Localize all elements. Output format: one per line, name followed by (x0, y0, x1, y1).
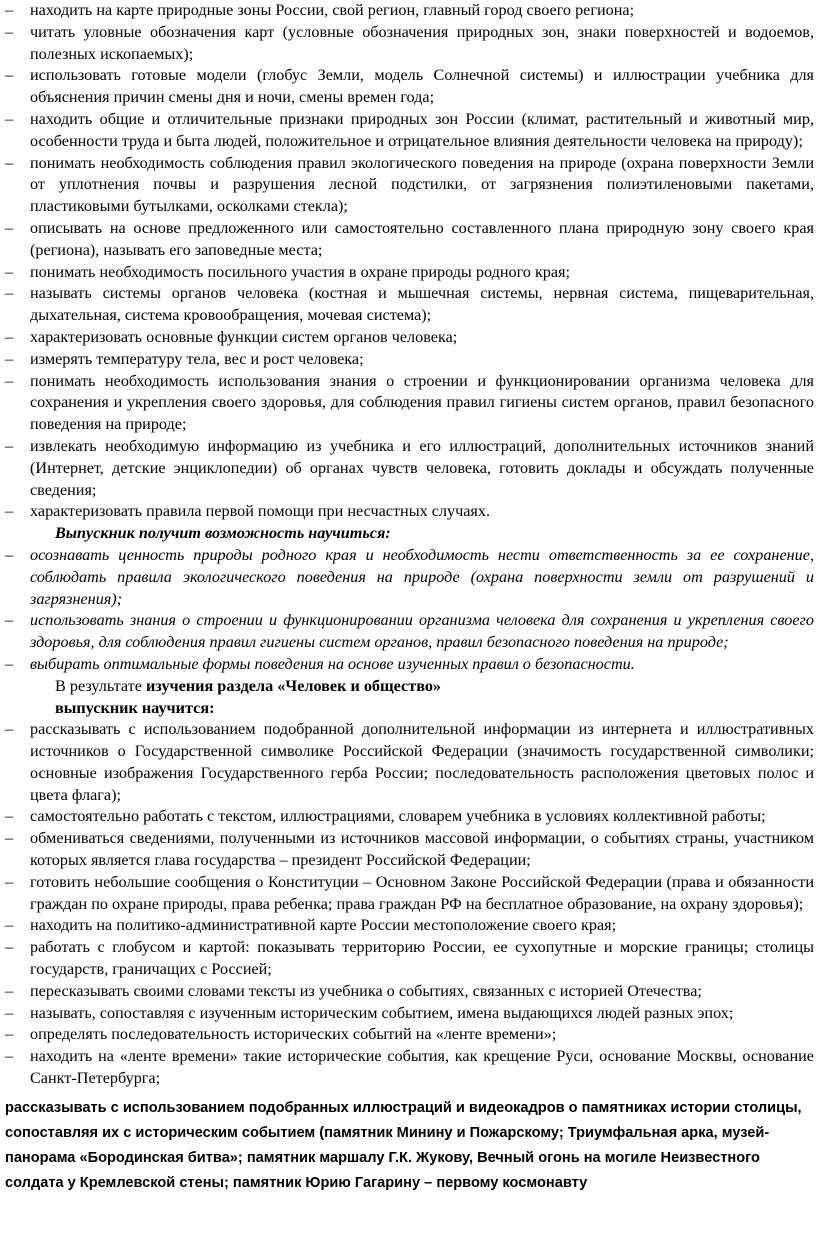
list-dash: – (5, 22, 14, 41)
section-title: изучения раздела «Человек и общество» (145, 676, 442, 695)
list-item: – читать уловные обозначения карт (условные обозначения природных зон, знаки поверхностей и водоемов, полезных ископаемых); (5, 22, 814, 63)
list-item: – обмениваться сведениями, полученными из источников массовой информации, о событиях страны, участником которых является глава государства – президент Российской Федерации; (5, 829, 814, 870)
skills-list-nature (0, 0, 816, 523)
list-dash: – (5, 1025, 14, 1044)
list-item: – извлекать необходимую информацию из учебника и его иллюстраций, дополнительных источников знаний (Интернет, детские энциклопедии) об органах чувств человека, готовить доклады и обсуждать полученные сведения; (5, 436, 814, 499)
list-item: – характеризовать правила первой помощи при несчастных случаях. (0, 501, 816, 523)
list-dash: – (5, 916, 14, 935)
list-item: – определять последовательность исторических событий на «ленте времени»; (0, 1024, 816, 1046)
list-item: – находить на карте природные зоны России, свой регион, главный город своего региона; (0, 0, 816, 22)
section-result-line (0, 676, 816, 698)
list-dash: – (5, 1003, 14, 1022)
list-dash: – (5, 807, 14, 826)
list-item: – работать с глобусом и картой: показывать территорию России, ее сухопутные и морские границы; столицы государств, граничащих с Россией; (5, 938, 814, 979)
closing-paragraph: рассказывать с использованием подобранных иллюстраций и видеокадров о памятниках истории столицы, сопоставляя их с историческим событием (памятник Минину и Пожарскому; Триумфальная арка, музей-панорама «Бородинская битва»; памятник маршалу Г.К. Жукову, Вечный огонь на могиле Неизвестного солдата у Кремлевской стены; памятник Юрию Гагарину – первому космонавту (5, 1099, 802, 1191)
will-learn-heading: выпускник научится: (55, 698, 215, 717)
list-dash: – (5, 872, 14, 891)
list-item: – находить на политико-административной карте России местоположение своего края; (0, 915, 816, 937)
list-item: – описывать на основе предложенного или самостоятельно составленного плана природную зону своего края (региона), называть его заповедные места; (5, 218, 814, 259)
opportunity-list (0, 545, 816, 676)
opportunity-heading: Выпускник получит возможность научиться: (55, 524, 391, 543)
list-item: – характеризовать основные функции систем органов человека; (0, 327, 816, 349)
list-dash: – (5, 109, 14, 128)
list-dash: – (5, 829, 14, 848)
list-item: – называть, сопоставляя с изученным историческим событием, имена выдающихся людей разных эпох; (0, 1003, 816, 1025)
list-dash: – (5, 981, 14, 1000)
list-dash: – (5, 284, 14, 303)
list-item: – рассказывать с использованием подобранной дополнительной информации из интернета и иллюстративных источников о Государственной символике Российской Федерации (значимость государственной символики; основные изображения Государственного герба России; последовательность расположения цветовых полос и цвета флага); (5, 720, 814, 804)
list-dash: – (5, 720, 14, 739)
list-item: – находить общие и отличительные признаки природных зон России (климат, растительный и животный мир, особенности труда и быта людей, положительное и отрицательное влияния деятельности человека на природу); (5, 109, 814, 150)
list-item: – называть системы органов человека (костная и мышечная системы, нервная система, пищеварительная, дыхательная, система кровообращения, мочевая система); (5, 284, 814, 325)
list-item: – измерять температуру тела, вес и рост человека; (0, 349, 816, 371)
list-dash: – (5, 262, 14, 281)
list-item: – понимать необходимость использования знания о строении и функционировании организма человека для сохранения и укрепления своего здоровья, для соблюдения правил гигиены систем органов, правил безопасного поведения на природе; (5, 371, 814, 434)
list-item: – готовить небольшие сообщения о Конституции – Основном Законе Российской Федерации (права и обязанности граждан по охране природы, права ребенка; права граждан РФ на бесплатное образование, на охрану здоровья); (5, 872, 814, 913)
section-result-prefix: В результате (55, 676, 146, 695)
list-dash: – (5, 66, 14, 85)
list-item: – понимать необходимость соблюдения правил экологического поведения на природе (охрана поверхности Земли от уплотнения почвы и разрушения лесной подстилки, от загрязнения полиэтиленовыми пакетами, пластиковыми бутылками, осколками стекла); (5, 153, 814, 216)
list-dash: – (5, 1047, 14, 1066)
list-item: – пересказывать своими словами тексты из учебника о событиях, связанных с историей Отечества; (0, 981, 816, 1003)
list-dash: – (5, 327, 14, 346)
list-dash: – (5, 1, 14, 19)
skills-list-society (0, 719, 816, 1090)
list-item: – осознавать ценность природы родного края и необходимость нести ответственность за ее сохранение, соблюдать правила экологического поведения на природе (охрана поверхности земли от разрушений и загрязнения); (5, 545, 814, 608)
list-dash: – (5, 502, 14, 521)
list-item: – находить на «ленте времени» такие исторические события, как крещение Руси, основание Москвы, основание Санкт-Петербурга; (5, 1047, 814, 1088)
list-dash: – (5, 153, 14, 172)
list-dash: – (5, 436, 14, 455)
list-item: – самостоятельно работать с текстом, иллюстрациями, словарем учебника в условиях коллективной работы; (0, 806, 816, 828)
list-dash: – (5, 938, 14, 957)
list-item: – использовать готовые модели (глобус Земли, модель Солнечной системы) и иллюстрации учебника для объяснения причин смены дня и ночи, смены времен года; (5, 66, 814, 107)
list-dash: – (5, 545, 14, 564)
list-dash: – (5, 349, 14, 368)
list-item: – понимать необходимость посильного участия в охране природы родного края; (0, 262, 816, 284)
list-item: – выбирать оптимальные формы поведения на основе изученных правил о безопасности. (0, 654, 816, 676)
list-dash: – (5, 371, 14, 390)
list-dash: – (5, 218, 14, 237)
list-item: – использовать знания о строении и функционировании организма человека для сохранения и укрепления своего здоровья, для соблюдения правил гигиены систем органов, правил безопасного поведения на природе; (5, 611, 814, 652)
list-dash: – (5, 654, 14, 673)
list-dash: – (5, 611, 14, 630)
